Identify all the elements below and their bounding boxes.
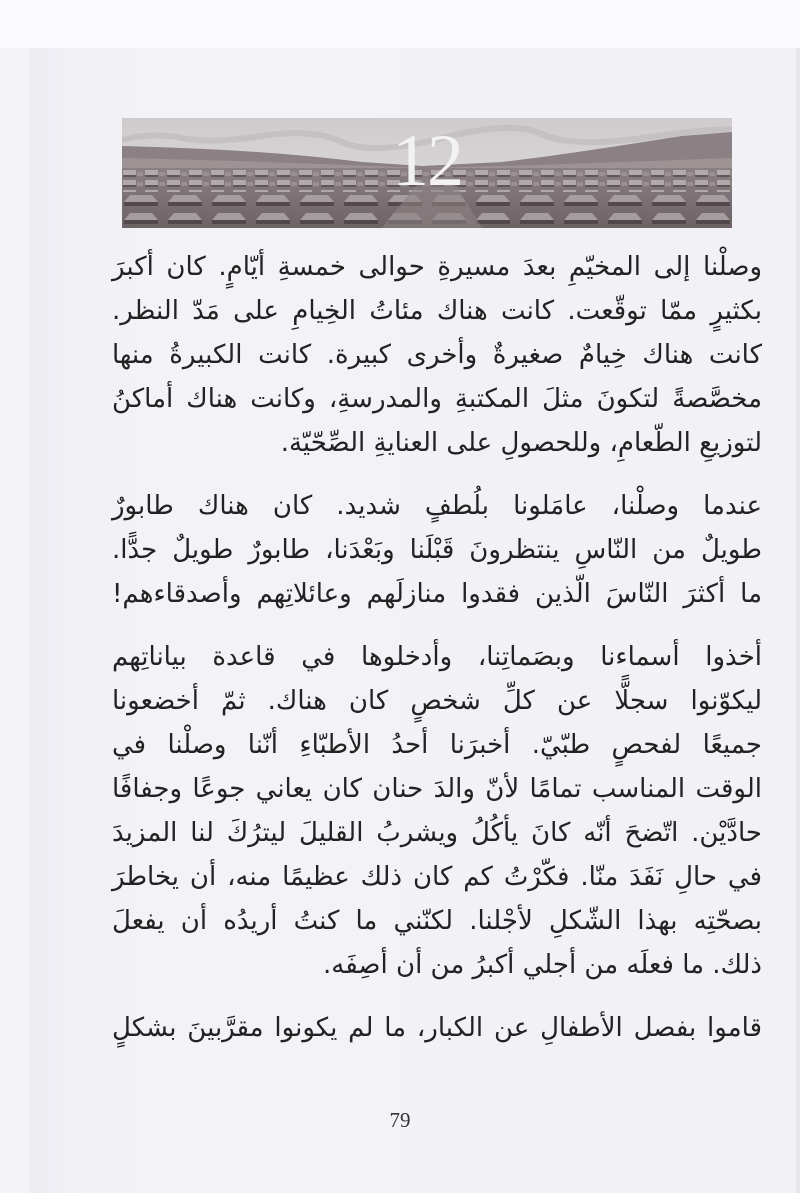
text-line: حادَّيْن. اتّضحَ أنّه كانَ يأكُلُ ويشربُ القليلَ ليترُكَ لنا المزيدَ xyxy=(112,818,762,848)
text-line: كانت هناك خِيامٌ صغيرةٌ وأخرى كبيرة. كانت الكبيرةُ منها xyxy=(112,340,762,370)
paragraph-2 xyxy=(112,484,762,616)
text-line: قاموا بفصل الأطفالِ عن الكبار، ما لم يكونوا مقرَّبينَ بشكلٍ xyxy=(112,1013,762,1043)
text-line: وصلْنا إلى المخيّمِ بعدَ مسيرةِ حوالى خمسةِ أيّامٍ. كان أكبرَ xyxy=(112,252,762,282)
paragraph-1 xyxy=(112,245,762,465)
text-line: ذلك. ما فعلَه من أجلي أكبرُ من أن أصِفَه. xyxy=(323,950,762,980)
text-line: مخصَّصةً لتكونَ مثلَ المكتبةِ والمدرسةِ، وكانت هناك أماكنُ xyxy=(112,384,762,414)
text-line: لتوزيعِ الطّعامِ، وللحصولِ على العنايةِ الصِّحّيّة. xyxy=(280,428,762,458)
chapter-banner xyxy=(122,118,732,228)
text-line: ليكوّنوا سجلًّا عن كلِّ شخصٍ كان هناك. ثمّ أخضعونا xyxy=(112,686,762,716)
paragraph-3 xyxy=(112,635,762,987)
paragraph-gap xyxy=(112,465,762,484)
text-line: ما أكثرَ النّاسَ الّذين فقدوا منازلَهم وعائلاتِهم وأصدقاءهم! xyxy=(112,579,762,609)
text-line: الوقت المناسب تمامًا لأنّ والدَ حنان كان يعاني جوعًا وجفافًا xyxy=(112,774,762,804)
page-edge xyxy=(796,48,800,1193)
paragraph-gap xyxy=(112,616,762,635)
page-top-margin xyxy=(0,0,800,48)
text-line: أخذوا أسماءنا وبصَماتِنا، وأدخلوها في قاعدة بياناتِهم xyxy=(112,642,762,672)
chapter-body xyxy=(112,245,762,1050)
text-line: بكثيرٍ ممّا توقّعت. كانت هناك مئاتُ الخِيامِ على مَدّ النظر. xyxy=(112,296,762,326)
text-line: جميعًا لفحصٍ طبّيّ. أخبرَنا أحدُ الأطبّاءِ أنّنا وصلْنا في xyxy=(112,730,762,760)
text-line: عندما وصلْنا، عامَلونا بلُطفٍ شديد. كان هناك طابورٌ xyxy=(112,491,762,521)
paragraph-gap xyxy=(112,987,762,1006)
paragraph-4 xyxy=(112,1006,762,1050)
page-number: 79 xyxy=(389,1108,411,1132)
chapter-number: 12 xyxy=(392,120,462,202)
text-line: بصحّتِه بهذا الشّكلِ لأجْلنا. لكنّني ما كنتُ أريدُه أن يفعلَ xyxy=(112,906,762,936)
text-line: في حالِ نَفَدَ منّا. فكّرْتُ كم كان ذلك عظيمًا منه، أن يخاطرَ xyxy=(112,862,762,892)
text-line: طويلٌ من النّاسِ ينتظرونَ قَبْلَنا وبَعْدَنا، طابورٌ طويلٌ جدًّا. xyxy=(112,535,762,565)
